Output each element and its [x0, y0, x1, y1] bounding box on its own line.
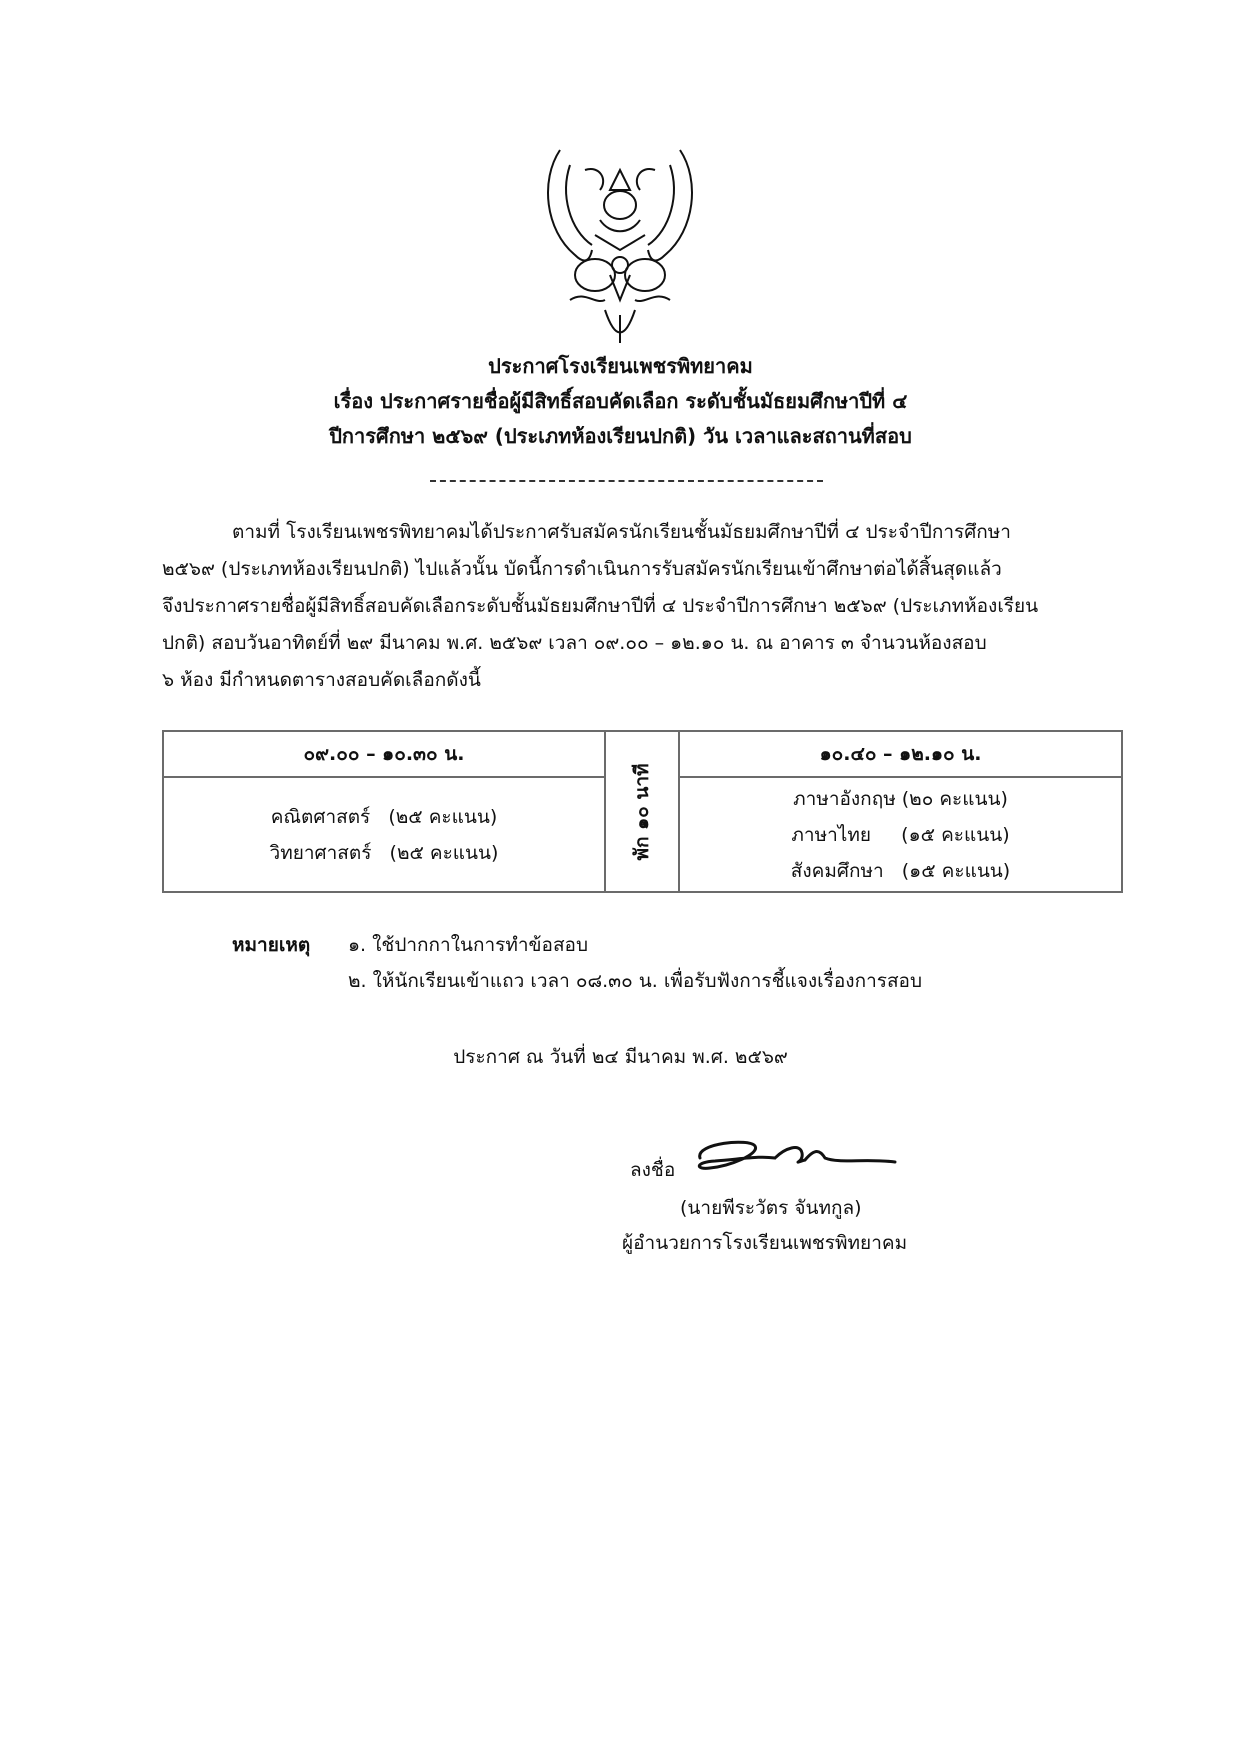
subject-thai: ภาษาไทย (๑๕ คะแนน) [791, 823, 1010, 846]
garuda-emblem-icon [530, 140, 710, 345]
announcement-title: ประกาศโรงเรียนเพชรพิทยาคม [488, 354, 753, 378]
note-item-2: ๒. ให้นักเรียนเข้าแถว เวลา ๐๘.๓๐ น. เพื่อรับฟังการชี้แจงเรื่องการสอบ [348, 970, 923, 992]
subject-math: คณิตศาสตร์ (๒๕ คะแนน) [270, 805, 498, 828]
exam-schedule-table [162, 730, 1123, 893]
subject-social: สังคมศึกษา (๑๕ คะแนน) [790, 859, 1011, 882]
note-item-1: ๑. ใช้ปากกาในการทำข้อสอบ [348, 934, 589, 956]
announcement-date: ประกาศ ณ วันที่ ๒๔ มีนาคม พ.ศ. ๒๕๖๙ [453, 1046, 788, 1068]
signature-icon [690, 1128, 900, 1188]
announcement-subject: เรื่อง ประกาศรายชื่อผู้มีสิทธิ์สอบคัดเลือก ระดับชั้นมัธยมศึกษาปีที่ ๔ [333, 389, 908, 413]
notes-label: หมายเหตุ [232, 934, 311, 956]
body-line-5: ๖ ห้อง มีกำหนดตารางสอบคัดเลือกดังนี้ [162, 669, 481, 691]
dashed-divider [430, 480, 823, 482]
session2-subjects [679, 777, 1122, 892]
signer-title: ผู้อำนวยการโรงเรียนเพชรพิทยาคม [622, 1232, 908, 1254]
session2-time-header: ๑๐.๔๐ – ๑๒.๑๐ น. [679, 731, 1122, 777]
subject-science: วิทยาศาสตร์ (๒๕ คะแนน) [269, 841, 499, 864]
session1-subjects [163, 777, 605, 892]
body-line-1: ตามที่ โรงเรียนเพชรพิทยาคมได้ประกาศรับสมัครนักเรียนชั้นมัธยมศึกษาปีที่ ๔ ประจำปีการศึกษา [232, 521, 1011, 543]
break-cell [605, 731, 679, 892]
subject-english: ภาษาอังกฤษ (๒๐ คะแนน) [793, 787, 1008, 810]
signature-label: ลงชื่อ [630, 1159, 676, 1181]
signer-name: (นายพีระวัตร จันทกูล) [680, 1197, 862, 1219]
session1-time-header: ๐๙.๐๐ – ๑๐.๓๐ น. [163, 731, 605, 777]
body-line-4: ปกติ) สอบวันอาทิตย์ที่ ๒๙ มีนาคม พ.ศ. ๒๕๖๙ เวลา ๐๙.๐๐ – ๑๒.๑๐ น. ณ อาคาร ๓ จำนวนห้องสอบ [162, 632, 987, 654]
body-line-2: ๒๕๖๙ (ประเภทห้องเรียนปกติ) ไปแล้วนั้น บัดนี้การดำเนินการรับสมัครนักเรียนเข้าศึกษาต่อได้สิ้นสุดแล้ว [162, 558, 1002, 580]
announcement-subject-cont: ปีการศึกษา ๒๕๖๙ (ประเภทห้องเรียนปกติ) วัน เวลาและสถานที่สอบ [329, 424, 912, 448]
body-line-3: จึงประกาศรายชื่อผู้มีสิทธิ์สอบคัดเลือกระดับชั้นมัธยมศึกษาปีที่ ๔ ประจำปีการศึกษา ๒๕๖๙ (ประเภทห้องเรียน [162, 595, 1039, 617]
break-label: พัก ๑๐ นาที [631, 762, 653, 861]
